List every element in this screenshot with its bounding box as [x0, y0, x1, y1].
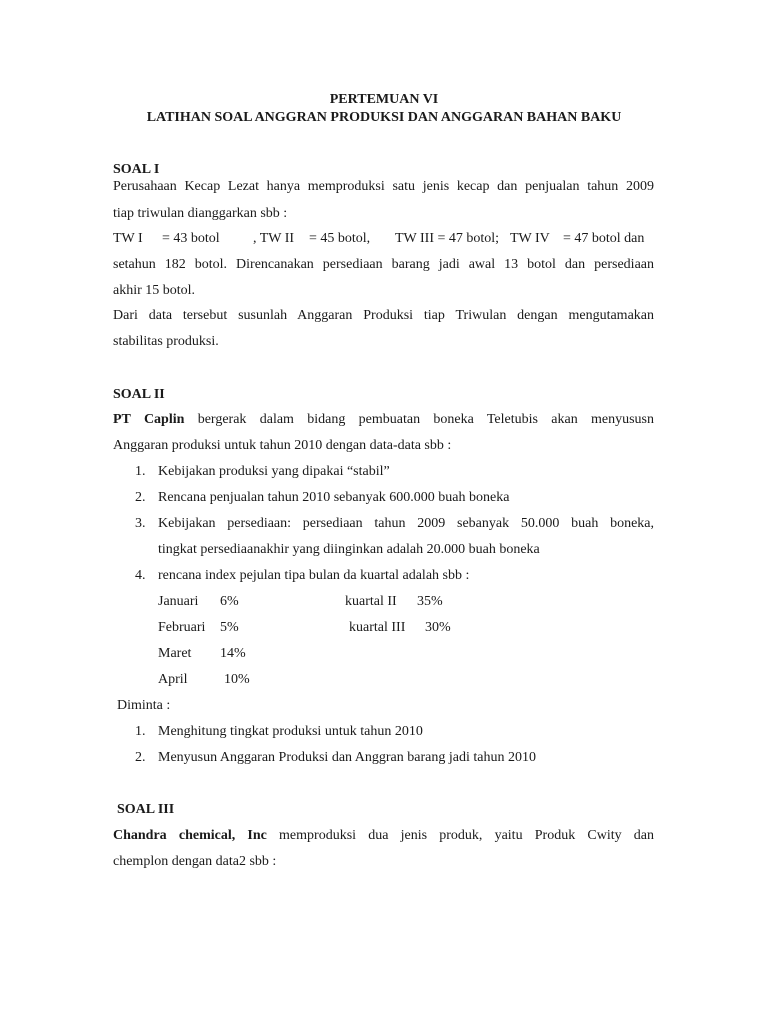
soal3-heading: SOAL III: [117, 802, 175, 817]
list-item-continuation: tingkat persediaanakhir yang diinginkan adalah 20.000 buah boneka: [158, 542, 540, 557]
soal2-heading: SOAL II: [113, 387, 165, 402]
index-quarter-pct: 30%: [425, 620, 451, 635]
index-month: Maret: [158, 646, 192, 661]
list-item-number: 1.: [135, 724, 146, 739]
list-item-number: 1.: [135, 464, 146, 479]
soal1-paragraph1-line2: tiap triwulan dianggarkan sbb :: [113, 206, 288, 221]
index-month: April: [158, 672, 188, 687]
soal1-paragraph1-line1: Perusahaan Kecap Lezat hanya memproduksi satu jenis kecap dan penjualan tahun 2009: [113, 179, 654, 194]
soal1-heading: SOAL I: [113, 162, 160, 177]
soal3-company-name: Chandra chemical, Inc: [113, 828, 267, 843]
index-quarter: kuartal II: [345, 594, 397, 609]
list-item: Rencana penjualan tahun 2010 sebanyak 600.000 buah boneka: [158, 490, 510, 505]
soal2-company-name: PT Caplin: [113, 412, 185, 427]
soal3-intro-text: memproduksi dua jenis produk, yaitu Produk Cwity dan: [279, 828, 654, 843]
soal2-intro-line1: [113, 411, 654, 429]
soal3-intro-line2: chemplon dengan data2 sbb :: [113, 854, 277, 869]
soal1-tw4-value: = 47 botol dan: [563, 231, 645, 246]
list-item-number: 4.: [135, 568, 146, 583]
list-item-number: 2.: [135, 490, 146, 505]
index-month-pct: 14%: [220, 646, 246, 661]
soal2-intro-line2: Anggaran produksi untuk tahun 2010 dengan data-data sbb :: [113, 438, 452, 453]
soal1-tw4-label: TW IV: [510, 231, 550, 246]
list-item-number: 3.: [135, 516, 146, 531]
list-item: rencana index pejulan tipa bulan da kuartal adalah sbb :: [158, 568, 470, 583]
list-item: Kebijakan persediaan: persediaan tahun 2009 sebanyak 50.000 buah boneka,: [158, 516, 654, 531]
index-month-pct: 10%: [224, 672, 250, 687]
index-month: Januari: [158, 594, 199, 609]
soal1-paragraph3-line1: Dari data tersebut susunlah Anggaran Produksi tiap Triwulan dengan mengutamakan: [113, 308, 654, 323]
list-item: Kebijakan produksi yang dipakai “stabil”: [158, 464, 390, 479]
index-month-pct: 5%: [220, 620, 239, 635]
soal3-intro-line1: [113, 827, 654, 845]
soal1-paragraph2-line2: setahun 182 botol. Direncanakan persediaan barang jadi awal 13 botol dan persediaan: [113, 257, 654, 272]
index-quarter: kuartal III: [349, 620, 406, 635]
list-item: Menghitung tingkat produksi untuk tahun 2010: [158, 724, 423, 739]
soal1-tw2-value: = 45 botol,: [309, 231, 371, 246]
soal2-intro-text: bergerak dalam bidang pembuatan boneka Teletubis akan menyususn: [197, 412, 654, 427]
list-item-number: 2.: [135, 750, 146, 765]
soal1-paragraph3-line2: stabilitas produksi.: [113, 334, 219, 349]
diminta-label: Diminta :: [117, 698, 171, 713]
soal1-tw3-label: TW III = 47 botol;: [395, 231, 500, 246]
page-subtitle: LATIHAN SOAL ANGGRAN PRODUKSI DAN ANGGARAN BAHAN BAKU: [146, 110, 622, 125]
soal1-tw2-label: , TW II: [253, 231, 295, 246]
list-item: Menyusun Anggaran Produksi dan Anggran barang jadi tahun 2010: [158, 750, 536, 765]
soal1-paragraph2-line3: akhir 15 botol.: [113, 283, 196, 298]
index-month-pct: 6%: [220, 594, 239, 609]
page-title: PERTEMUAN VI: [329, 92, 439, 107]
index-month: Februari: [158, 620, 206, 635]
soal1-tw1-value: = 43 botol: [162, 231, 220, 246]
index-quarter-pct: 35%: [417, 594, 443, 609]
soal1-tw1-label: TW I: [113, 231, 143, 246]
